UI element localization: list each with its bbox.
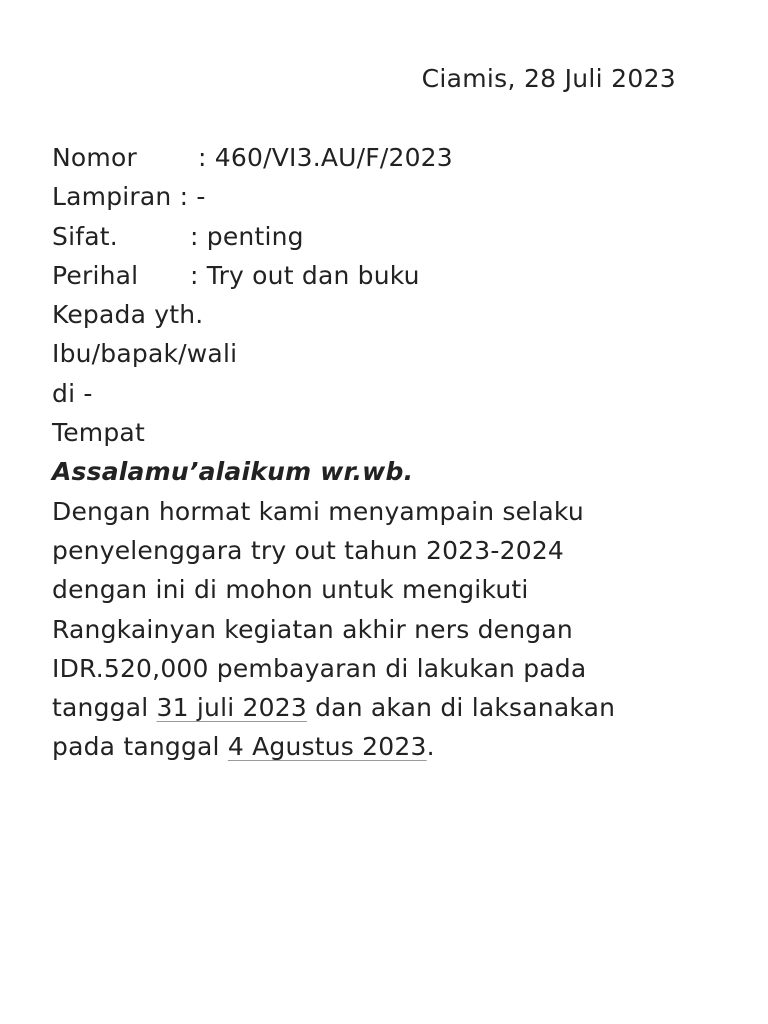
greeting: Assalamu’alaikum wr.wb. <box>52 457 414 487</box>
paragraph-line-5: IDR.520,000 pembayaran di lakukan pada <box>52 653 587 683</box>
paragraph-line-3: dengan ini di mohon untuk mengikuti <box>52 575 529 605</box>
paragraph-line-7-post: . <box>426 732 435 762</box>
recipient-line-2: Ibu/bapak/wali <box>52 339 238 369</box>
field-sifat <box>52 217 742 256</box>
recipient-line-3: di - <box>52 378 93 408</box>
paragraph-line-6 <box>52 688 742 727</box>
field-perihal-value: : Try out dan buku <box>190 260 420 290</box>
field-sifat-value: : penting <box>190 221 304 251</box>
field-nomor-value: : 460/VI3.AU/F/2023 <box>198 143 453 172</box>
paragraph-line-7-pre: pada tanggal <box>52 732 228 762</box>
field-perihal <box>52 256 742 295</box>
paragraph-line-7 <box>52 727 742 766</box>
date-link-event[interactable]: 4 Agustus 2023 <box>227 732 427 762</box>
paragraph-line-1: Dengan hormat kami menyampain selaku <box>52 496 584 526</box>
recipient-line-4: Tempat <box>52 418 145 448</box>
paragraph-line-2: penyelenggara try out tahun 2023-2024 <box>52 535 565 565</box>
field-lampiran-value: : - <box>171 182 206 212</box>
paragraph-line-4: Rangkainyan kegiatan akhir ners dengan <box>52 614 573 644</box>
date-link-payment[interactable]: 31 juli 2023 <box>156 693 307 723</box>
field-sifat-label: Sifat. <box>52 221 118 251</box>
paragraph-line-6-post: dan akan di laksanakan <box>306 693 616 723</box>
letter-body <box>52 138 742 767</box>
field-nomor <box>52 138 742 177</box>
field-nomor-label: Nomor <box>52 143 137 172</box>
field-perihal-label: Perihal <box>52 260 139 290</box>
field-lampiran <box>52 177 742 216</box>
place-date: Ciamis, 28 Juli 2023 <box>421 64 676 93</box>
field-lampiran-label: Lampiran <box>52 182 172 212</box>
recipient-line-1: Kepada yth. <box>52 300 204 330</box>
paragraph-line-6-pre: tanggal <box>52 693 157 723</box>
